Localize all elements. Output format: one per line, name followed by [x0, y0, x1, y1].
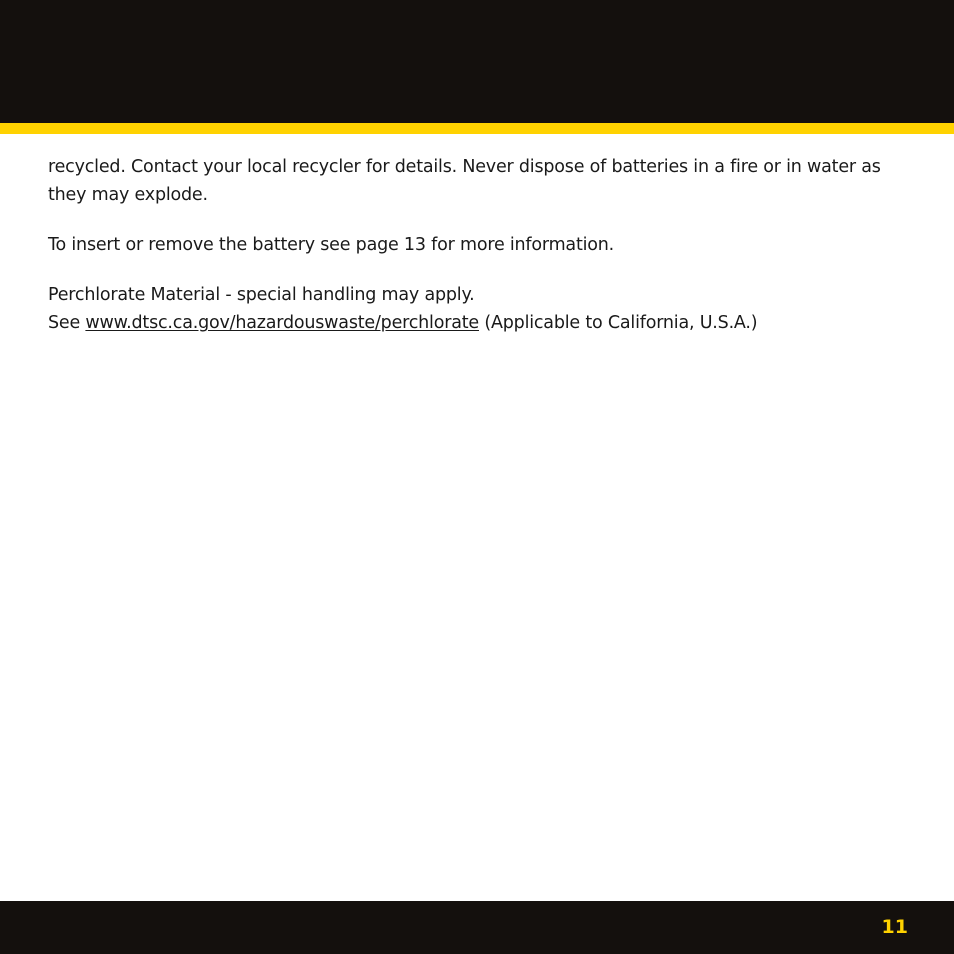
- accent-stripe: [0, 123, 954, 134]
- paragraph-recycling: recycled. Contact your local recycler for details. Never dispose of batteries in a fire or in water as they may explode.: [48, 157, 881, 205]
- applicability-note: (Applicable to California, U.S.A.): [478, 313, 758, 333]
- paragraph-battery-insert: To insert or remove the battery see page 13 for more information.: [48, 235, 615, 255]
- paragraph-perchlorate: [48, 281, 918, 337]
- perchlorate-notice: Perchlorate Material - special handling may apply.: [48, 285, 475, 305]
- header-band: [0, 0, 954, 123]
- see-label: See: [48, 313, 86, 333]
- page-content: [48, 153, 918, 337]
- page-number: 11: [881, 916, 908, 938]
- footer-band: [0, 901, 954, 954]
- perchlorate-link[interactable]: www.dtsc.ca.gov/hazardouswaste/perchlorate: [85, 313, 479, 333]
